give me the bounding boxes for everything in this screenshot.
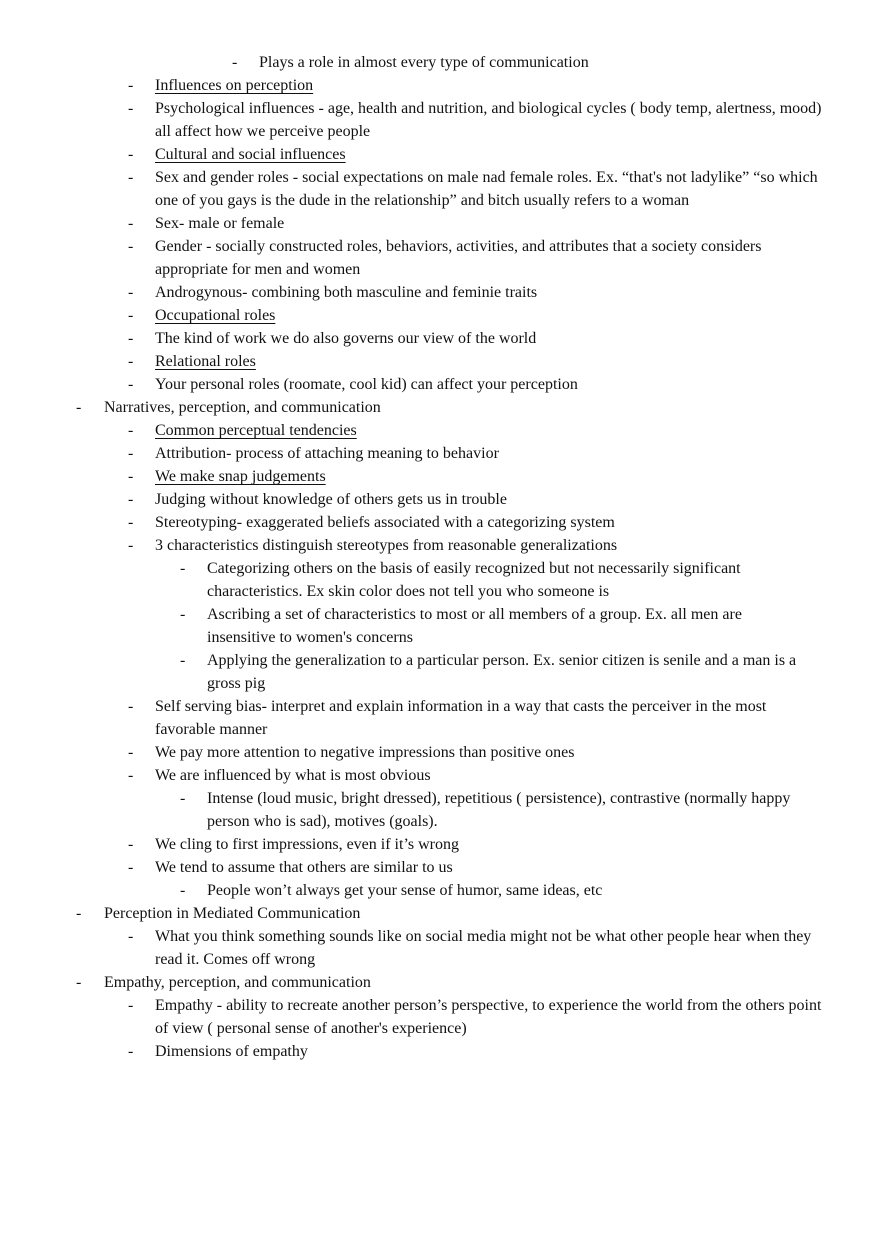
list-item-heading: Common perceptual tendencies	[155, 422, 357, 439]
list-item-text: Empathy - ability to recreate another person’s perspective, to experience the world from the others point of view ( personal sense of another's experience)	[155, 997, 822, 1037]
bullet-dash: -	[180, 560, 186, 577]
list-item-text: Dimensions of empathy	[155, 1043, 308, 1060]
bullet-dash: -	[128, 284, 134, 301]
list-item-text: Sex and gender roles - social expectations on male nad female roles. Ex. “that's not ladylike” “so which one of you gays is the dude in the relationship” and bitch usually refers to a woman	[155, 169, 818, 209]
list-item	[0, 97, 880, 143]
list-item-heading: Influences on perception	[155, 77, 314, 94]
list-item-text: People won’t always get your sense of humor, same ideas, etc	[207, 882, 603, 899]
list-item-text: Sex- male or female	[155, 215, 285, 232]
bullet-dash: -	[128, 77, 134, 94]
list-item	[0, 787, 880, 833]
list-item-text: Self serving bias- interpret and explain information in a way that casts the perceiver in the most favorable manner	[155, 698, 767, 738]
list-item	[0, 442, 880, 465]
list-item	[0, 465, 880, 488]
bullet-outline	[0, 51, 880, 1063]
bullet-dash: -	[128, 376, 134, 393]
list-item-text: Attribution- process of attaching meaning to behavior	[155, 445, 499, 462]
list-item	[0, 741, 880, 764]
bullet-dash: -	[76, 399, 82, 416]
bullet-dash: -	[180, 882, 186, 899]
list-item-text: Plays a role in almost every type of communication	[259, 54, 589, 71]
list-item	[0, 327, 880, 350]
list-item	[0, 925, 880, 971]
list-item-text: Psychological influences - age, health and nutrition, and biological cycles ( body temp, alertness, mood) all affect how we perceive people	[155, 100, 822, 140]
list-item	[0, 511, 880, 534]
list-item	[0, 764, 880, 787]
bullet-dash: -	[128, 997, 134, 1014]
list-item	[0, 396, 880, 419]
list-item-text: Applying the generalization to a particular person. Ex. senior citizen is senile and a man is a gross pig	[207, 652, 797, 692]
bullet-dash: -	[128, 836, 134, 853]
bullet-dash: -	[128, 215, 134, 232]
bullet-dash: -	[128, 468, 134, 485]
list-item	[0, 166, 880, 212]
list-item	[0, 488, 880, 511]
bullet-dash: -	[128, 307, 134, 324]
bullet-dash: -	[128, 422, 134, 439]
bullet-dash: -	[128, 146, 134, 163]
list-item-text: Judging without knowledge of others gets us in trouble	[155, 491, 507, 508]
bullet-dash: -	[128, 859, 134, 876]
list-item	[0, 419, 880, 442]
list-item-text: Narratives, perception, and communication	[104, 399, 381, 416]
bullet-dash: -	[180, 790, 186, 807]
bullet-dash: -	[128, 767, 134, 784]
bullet-dash: -	[128, 514, 134, 531]
bullet-dash: -	[128, 928, 134, 945]
list-item	[0, 235, 880, 281]
list-item	[0, 994, 880, 1040]
list-item	[0, 534, 880, 557]
list-item-text: Perception in Mediated Communication	[104, 905, 361, 922]
list-item	[0, 212, 880, 235]
list-item	[0, 51, 880, 74]
bullet-dash: -	[76, 905, 82, 922]
list-item	[0, 281, 880, 304]
bullet-dash: -	[180, 652, 186, 669]
list-item-text: Your personal roles (roomate, cool kid) can affect your perception	[155, 376, 578, 393]
list-item-text: Empathy, perception, and communication	[104, 974, 371, 991]
list-item	[0, 557, 880, 603]
bullet-dash: -	[180, 606, 186, 623]
bullet-dash: -	[128, 1043, 134, 1060]
list-item-heading: Cultural and social influences	[155, 146, 346, 163]
bullet-dash: -	[128, 353, 134, 370]
bullet-dash: -	[128, 491, 134, 508]
list-item-text: Ascribing a set of characteristics to most or all members of a group. Ex. all men are insensitive to women's concerns	[207, 606, 742, 646]
list-item	[0, 879, 880, 902]
list-item-text: We are influenced by what is most obvious	[155, 767, 431, 784]
list-item	[0, 304, 880, 327]
list-item-text: We pay more attention to negative impressions than positive ones	[155, 744, 575, 761]
bullet-dash: -	[128, 537, 134, 554]
list-item	[0, 350, 880, 373]
bullet-dash: -	[76, 974, 82, 991]
list-item-text: We tend to assume that others are similar to us	[155, 859, 453, 876]
list-item-heading: We make snap judgements	[155, 468, 326, 485]
bullet-dash: -	[128, 744, 134, 761]
bullet-dash: -	[128, 169, 134, 186]
list-item	[0, 695, 880, 741]
list-item	[0, 1040, 880, 1063]
list-item	[0, 902, 880, 925]
bullet-dash: -	[128, 100, 134, 117]
list-item	[0, 649, 880, 695]
list-item-text: Stereotyping- exaggerated beliefs associated with a categorizing system	[155, 514, 615, 531]
list-item-text: Gender - socially constructed roles, behaviors, activities, and attributes that a society considers appropriate for men and women	[155, 238, 762, 278]
list-item	[0, 74, 880, 97]
list-item	[0, 373, 880, 396]
list-item-text: Intense (loud music, bright dressed), repetitious ( persistence), contrastive (normally happy person who is sad), motives (goals).	[207, 790, 791, 830]
list-item-text: Categorizing others on the basis of easily recognized but not necessarily significant characteristics. Ex skin color does not tell you who someone is	[207, 560, 741, 600]
bullet-dash: -	[128, 330, 134, 347]
list-item	[0, 833, 880, 856]
list-item	[0, 143, 880, 166]
list-item-text: We cling to first impressions, even if it’s wrong	[155, 836, 459, 853]
bullet-dash: -	[128, 698, 134, 715]
list-item-text: The kind of work we do also governs our view of the world	[155, 330, 537, 347]
bullet-dash: -	[232, 54, 238, 71]
list-item	[0, 971, 880, 994]
list-item-heading: Relational roles	[155, 353, 256, 370]
bullet-dash: -	[128, 238, 134, 255]
list-item-text: 3 characteristics distinguish stereotypes from reasonable generalizations	[155, 537, 618, 554]
list-item	[0, 603, 880, 649]
list-item	[0, 856, 880, 879]
list-item-heading: Occupational roles	[155, 307, 276, 324]
bullet-dash: -	[128, 445, 134, 462]
list-item-text: Androgynous- combining both masculine and feminie traits	[155, 284, 538, 301]
list-item-text: What you think something sounds like on social media might not be what other people hear when they read it. Comes off wrong	[155, 928, 812, 968]
